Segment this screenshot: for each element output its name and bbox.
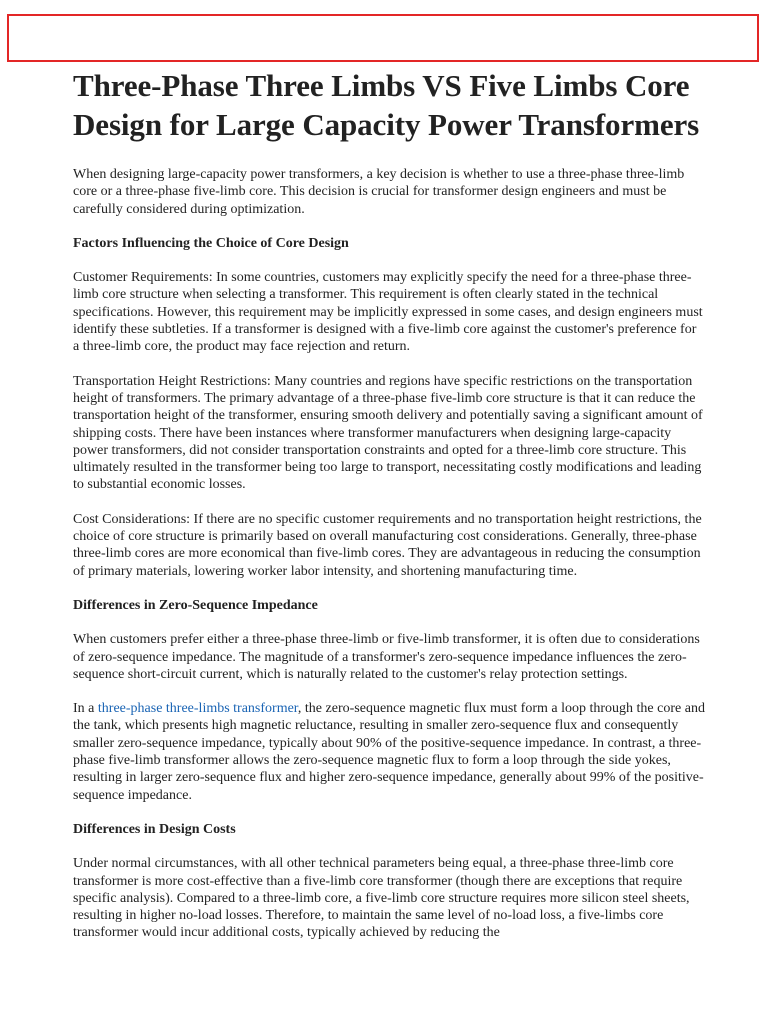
text-suffix: , the zero-sequence magnetic flux must form a loop through the core and the tank, which presents high magnetic reluctance, resulting in smaller zero-sequence flux and consequently smaller zero-sequence impedance, typically about 90% of the positive-sequence impedance. In contrast, a three-phase five-limb transformer allows the zero-sequence magnetic flux to form a loop through the side yokes, resulting in larger zero-sequence flux and higher zero-sequence impedance, generally about 99% of the positive-sequence impedance. (73, 701, 705, 803)
paragraph-customer-requirements: Customer Requirements: In some countries, customers may explicitly specify the need for a three-phase three-limb core structure when selecting a transformer. This requirement is often clearly stated in the technical specifications. However, this requirement may be implicitly expressed in some cases, and design engineers must identify these subtleties. If a transformer is designed with a five-limb core against the customer's preference for a three-limb core, the product may face rejection and return. (73, 270, 703, 355)
section-heading-design-costs: Differences in Design Costs (73, 821, 236, 837)
paragraph-zero-sequence-flux (73, 700, 705, 804)
article-content (73, 66, 705, 959)
paragraph-design-costs: Under normal circumstances, with all other technical parameters being equal, a three-phase three-limb core transformer is more cost-effective than a five-limb core transformer (though there are exceptions that require specific analysis). Compared to a three-limb core, a five-limb core structure requires more silicon steel sheets, resulting in higher no-load losses. Therefore, to maintain the same level of no-load loss, a five-limbs core transformer would incur additional costs, typically achieved by reducing the (73, 856, 690, 941)
text-prefix: In a (73, 701, 98, 717)
article-title: Three-Phase Three Limbs VS Five Limbs Core Design for Large Capacity Power Transformers (73, 68, 700, 142)
paragraph-zero-sequence-intro: When customers prefer either a three-phase three-limb or five-limb transformer, it is often due to considerations of zero-sequence impedance. The magnitude of a transformer's zero-sequence impedance influences the zero-sequence short-circuit current, which is naturally related to the customer's relay protection settings. (73, 632, 700, 682)
paragraph-cost-considerations: Cost Considerations: If there are no specific customer requirements and no transportation height restrictions, the choice of core structure is primarily based on overall manufacturing cost considerations. Generally, three-phase three-limb cores are more economical than five-limb cores. They are advantageous in reducing the consumption of primary materials, lowering worker labor intensity, and shortening manufacturing time. (73, 511, 702, 579)
section-heading-zero-sequence: Differences in Zero-Sequence Impedance (73, 597, 318, 613)
paragraph-transportation-height: Transportation Height Restrictions: Many countries and regions have specific restrictions on the transportation height of transformers. The primary advantage of a three-phase five-limb core structure is that it can reduce the transportation height of the transformer, ensuring smooth delivery and potentially saving a significant amount of shipping costs. There have been instances where transformer manufacturers when designing large-capacity power transformers, did not consider transportation constraints and opted for a three-limb core structure. This ultimately resulted in the transformer being too large to transport, necessitating costly modifications and leading to substantial economic losses. (73, 373, 703, 493)
section-heading-factors: Factors Influencing the Choice of Core Design (73, 235, 349, 251)
top-banner-box (7, 14, 759, 62)
intro-paragraph: When designing large-capacity power transformers, a key decision is whether to use a three-phase three-limb core or a three-phase five-limb core. This decision is crucial for transformer design engineers and must be carefully considered during optimization. (73, 167, 685, 217)
three-limbs-transformer-link[interactable]: three-phase three-limbs transformer (97, 701, 298, 717)
